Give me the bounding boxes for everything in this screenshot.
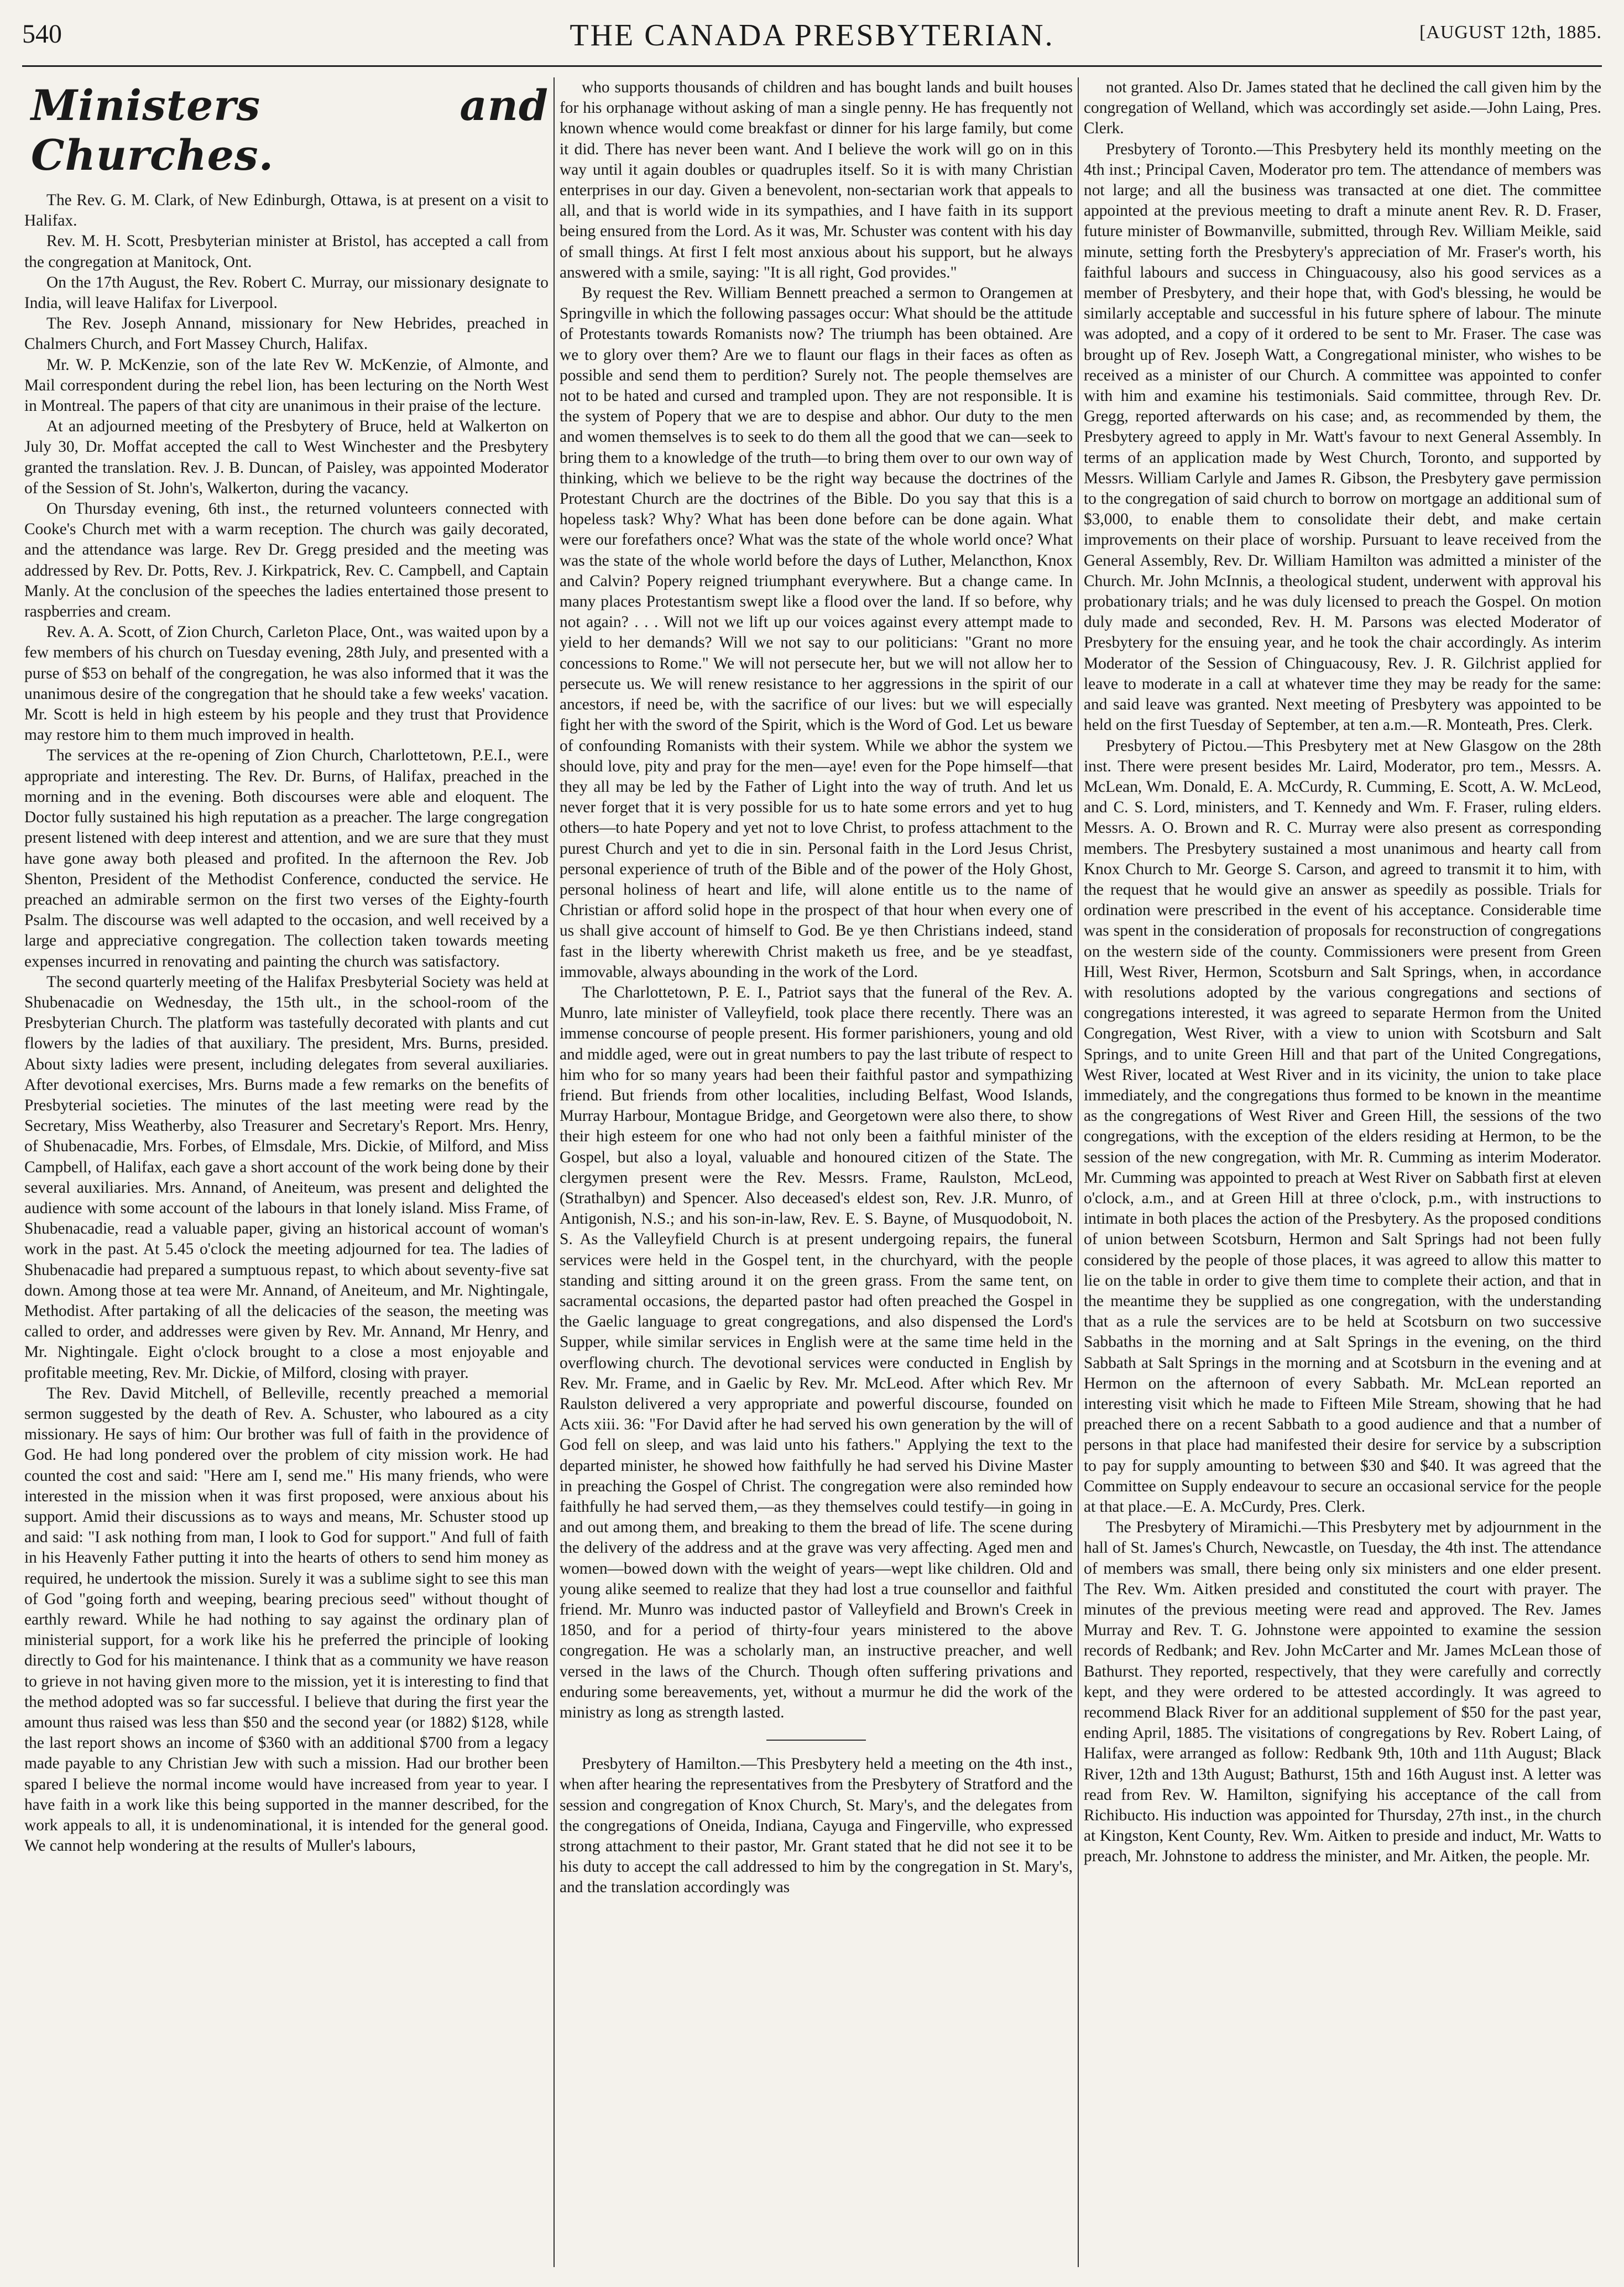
page-number: 540 (22, 19, 62, 49)
news-item: The Rev. Joseph Annand, missionary for New Hebrides, preached in Chalmers Church, and Fort Massey Church, Halifax. (24, 315, 549, 353)
news-item: who supports thousands of children and has bought lands and built houses for his orphanage without asking of man a single penny. He has frequently not known whence would come breakfast or dinner for his large family, but come it did. There has never been want. And I believe the work will go on in this way until it again doubles or quadruples itself. So it is with many Christian enterprises in our day. Given a benevolent, non-sectarian work that appeals to all, and that is world wide in its sympathies, and I have faith in its support being ensured from the Lord. As it was, Mr. Schuster was content with his day of small things. At first I felt most anxious about his support, but he always answered with a smile, saying: "It is all right, God provides." (560, 79, 1073, 281)
column-rule (1078, 77, 1079, 2267)
separator-rule (766, 1740, 866, 1741)
news-item: On the 17th August, the Rev. Robert C. Murray, our missionary designate to India, will leave Halifax for Liverpool. (24, 273, 549, 312)
news-item: On Thursday evening, 6th inst., the returned volunteers connected with Cooke's Church met with a warm reception. The church was gaily decorated, and the attendance was large. Rev Dr. Gregg presided and the meeting was addressed by Rev. Dr. Potts, Rev. J. Kirkpatrick, Rev. C. Campbell, and Captain Manly. At the conclusion of the speeches the ladies entertained those present to raspberries and cream. (24, 500, 549, 621)
news-item: The second quarterly meeting of the Halifax Presbyterial Society was held at Shubenacadie on Wednesday, the 15th ult., in the school-room of the Presbyterian Church. The platform was tastefully decorated with plants and cut flowers by the ladies of that auxiliary. The president, Mrs. Burns, presided. About sixty ladies were present, including delegates from several auxiliaries. After devotional exercises, Mrs. Burns made a few remarks on the benefits of Presbyterial societies. The minutes of the last meeting were read by the Secretary, Miss Weatherby, also Treasurer and Secretary's Report. Mrs. Henry, of Shubenacadie, Mrs. Forbes, of Elmsdale, Mrs. Dickie, of Milford, and Miss Campbell, of Halifax, each gave a short account of the work being done by their several auxiliaries. Mrs. Annand, of Aneiteum, was present and delighted the audience with some account of the labours in that lonely island. Miss Frame, of Shubenacadie, read a valuable paper, giving an historical account of woman's work in the past. At 5.45 o'clock the meeting adjourned for tea. The ladies of Shubenacadie had prepared a sumptuous repast, to which about seventy-five sat down. Among those at tea were Mr. Annand, of Aneiteum, and Mr. Nightingale, Methodist. After partaking of all the delicacies of the season, the meeting was called to order, and addresses were given by Rev. Mr. Annand, Mr Henry, and Mr. Nightingale. Eight o'clock brought to a close a most enjoyable and profitable meeting, Rev. Mr. Dickie, of Milford, closing with prayer. (24, 973, 549, 1382)
news-item: The Rev. David Mitchell, of Belleville, recently preached a memorial sermon suggested by the death of Rev. A. Schuster, who laboured as a city missionary. He says of him: Our brother was full of faith in the providence of God. He had long pondered over the problem of city mission work. He had counted the cost and said: "Here am I, send me." His many friends, who were interested in the mission when it was first proposed, were anxious about his support. Amid their discussions as to ways and means, Mr. Schuster stood up and said: "I ask nothing from man, I look to God for support." And full of faith in his Heavenly Father putting it into the hearts of others to send him money as required, he undertook the mission. Surely it was a sublime sight to see this man of God "going forth and weeping, bearing precious seed" without thought of earthly reward. While he had nothing to say against the ordinary plan of ministerial support, for a work like his he preferred the principle of looking directly to God for his maintenance. I think that as a community we have reason to grieve in not having given more to the mission, yet it is interesting to find that the method adopted was so far successful. I believe that during the first year the amount thus raised was less than $50 and the second year (or 1882) $128, while the last report shows an income of $360 with an additional $700 from a legacy made payable to any Christian Jew with such a mission. Had our brother been spared I believe the normal income would have increased from year to year. I have faith in a work like this being supported in the manner described, for the work appeals to all, it is undenominational, it is intended for the general good. We cannot help wondering at the results of Muller's labours, (24, 1384, 549, 1855)
news-item: not granted. Also Dr. James stated that he declined the call given him by the congregation of Welland, which was accordingly set aside.—John Laing, Pres. Clerk. (1084, 79, 1601, 138)
news-item: The Charlottetown, P. E. I., Patriot says that the funeral of the Rev. A. Munro, late minister of Valleyfield, took place there recently. There was an immense concourse of people present. His former parishioners, young and old and middle aged, were out in great numbers to pay the last tribute of respect to him who for so many years had been their faithful pastor and sympathizing friend. But friends from other localities, including Belfast, Wood Islands, Murray Harbour, Montague Bridge, and Georgetown were also there, to show their high esteem for one who had not only been a faithful minister of the Gospel, but also a loyal, valuable and honoured citizen of the State. The clergymen present were the Rev. Messrs. Frame, Raulston, McLeod, (Strathalbyn) and Spencer. Also deceased's eldest son, Rev. J.R. Munro, of Antigonish, N.S.; and his son-in-law, Rev. E. S. Bayne, of Musquodoboit, N. S. As the Valleyfield Church is at present undergoing repairs, the funeral services were held in the Gospel tent, in the churchyard, with the people standing and sitting around it on the green grass. From the same tent, on sacramental occasions, the departed pastor had often preached the Gospel in the Gaelic language to great congregations, and also dispensed the Lord's Supper, while similar services in English were at the same time held in the overflowing church. The devotional services were conducted in English by Rev. Mr. Frame, and in Gaelic by Rev. Mr. McLeod. After which Rev. Mr Raulston delivered a very appropriate and powerful discourse, founded on Acts xiii. 36: "For David after he had served his own generation by the will of God fell on sleep, and was laid unto his fathers." Applying the text to the departed minister, he showed how faithfully he had served his Divine Master in preaching the Gospel of Christ. The congregation were also reminded how faithfully he had served them,—as they themselves could testify—in going in and out among them, and breaking to them the bread of life. The scene during the delivery of the address and at the grave was very affecting. Aged men and women—bowed down with the weight of years—wept like children. Old and young alike seemed to realize that they had lost a true counsellor and faithful friend. Mr. Munro was inducted pastor of Valleyfield and Brown's Creek in 1850, and for a period of thirty-four years ministered to the above congregation. He was a scholarly man, an instructive preacher, and well versed in the laws of the Church. Though often suffering privations and enduring some bereavements, yet, without a murmur he did the work of the ministry as long as strength lasted. (560, 983, 1073, 1722)
journal-title: THE CANADA PRESBYTERIAN. (570, 18, 1054, 53)
column-1 (24, 77, 549, 2267)
news-item: Presbytery of Pictou.—This Presbytery met at New Glasgow on the 28th inst. There were present besides Mr. Laird, Moderator, pro tem., Messrs. A. McLean, Wm. Donald, E. A. McCurdy, R. Cumming, E. Scott, A. W. McLeod, and C. S. Lord, ministers, and T. Kennedy and Wm. F. Fraser, ruling elders. Messrs. A. O. Brown and R. C. Murray were also present as corresponding members. The Presbytery sustained a most unanimous and hearty call from Knox Church to Mr. George S. Carson, and agreed to transmit it to him, with the request that he would give an answer as speedily as possible. Trials for ordination were prescribed in the event of his acceptance. Considerable time was spent in the consideration of proposals for reconstruction of congregations on the western side of the county. Commissioners were present from Green Hill, West River, Hermon, Scotsburn and Salt Springs, when, in accordance with resolutions adopted by the various congregations and sections of congregations interested, it was agreed to separate Hermon from the United Congregation, West River, with a view to union with Scotsburn and Salt Springs, and to unite Green Hill and that part of the United Congregations, West River, located at West River and in its vicinity, the union to take place immediately, and the congregations thus formed to be known in the meantime as the congregations of West River and Green Hill, the sessions of the two congregations, with the exception of the elders residing at Hermon, to be the session of the new congregation, with Mr. R. Cumming as interim Moderator. Mr. Cumming was appointed to preach at West River on Sabbath first at eleven o'clock, a.m., and at Green Hill at three o'clock, p.m., with instructions to intimate in both places the action of the Presbytery. As the proposed conditions of union between Scotsburn, Hermon and Salt Springs had not been fully considered by the people of those places, it was agreed to allow this matter to lie on the table in order to give them time to complete their action, and that in the meantime they be supplied as one congregation, with the understanding that as a rule the services are to be held at Scotsburn on two successive Sabbaths in the morning and at Salt Springs in the evening, on the third Sabbath at Salt Springs in the morning and at Scotsburn in the evening and at Hermon on the afternoon of every Sabbath. Mr. McLean reported an interesting visit which he made to Fifteen Mile Stream, showing that he had preached there on a recent Sabbath to a good audience and that a number of persons in that place had manifested their desire for service by a subscription to pay for supply amounting to between $30 and $40. It was agreed that the Committee on Supply endeavour to secure an occasional service for the people at that place.—E. A. McCurdy, Pres. Clerk. (1084, 737, 1601, 1516)
news-item: The Presbytery of Miramichi.—This Presbytery met by adjournment in the hall of St. James's Church, Newcastle, on Tuesday, the 4th inst. The attendance of members was small, there being only six ministers and one elder present. The Rev. Wm. Aitken presided and constituted the court with prayer. The minutes of the previous meeting were read and approved. The Rev. James Murray and Rev. T. G. Johnstone were appointed to examine the session records of Redbank; and Rev. John McCarter and Mr. James McLean those of Bathurst. They reported, respectively, that they were carefully and correctly kept, and they were ordered to be attested accordingly. It was agreed to recommend Black River for an additional supplement of $50 for the past year, ending April, 1885. The visitations of congregations by Rev. Robert Laing, of Halifax, were arranged as follow: Redbank 9th, 10th and 11th August; Black River, 12th and 13th August; Bathurst, 15th and 16th August inst. A letter was read from Rev. W. Hamilton, signifying his acceptance of the call from Richibucto. His induction was appointed for Thursday, 27th inst., in the church at Kingston, Kent County, Rev. Wm. Aitken to preside and induct, Mr. Watts to preach, Mr. Johnstone to address the minister, and Mr. Aitken, the people. Mr. (1084, 1518, 1601, 1866)
news-item: The Rev. G. M. Clark, of New Edinburgh, Ottawa, is at present on a visit to Halifax. (24, 191, 549, 230)
news-item: Rev. A. A. Scott, of Zion Church, Carleton Place, Ont., was waited upon by a few members of his church on Tuesday evening, 28th July, and presented with a purse of $53 on behalf of the congregation, he was also informed that it was the unanimous desire of the congregation that he should take a few weeks' vacation. Mr. Scott is held in high esteem by his people and they trust that Providence may restore him to them much improved in health. (24, 623, 549, 744)
news-item: At an adjourned meeting of the Presbytery of Bruce, held at Walkerton on July 30, Dr. Moffat accepted the call to West Winchester and the Presbytery granted the translation. Rev. J. B. Duncan, of Paisley, was appointed Moderator of the Session of St. John's, Walkerton, during the vacancy. (24, 417, 549, 497)
column-rule (553, 77, 555, 2267)
news-item: By request the Rev. William Bennett preached a sermon to Orangemen at Springville in which the following passages occur: What should be the attitude of Protestants towards Romanists now? The triumph has been obtained. Are we to glory over them? Are we to flaunt our flags in their faces as often as possible and send them to perdition? Surely not. The people themselves are not to be hated and cursed and trampled upon. They are not responsible. It is the system of Popery that we are to despise and abhor. Our duty to the men and women themselves is to seek to do them all the good that we can—seek to bring them to a knowledge of the truth—to bring them over to our own way of thinking, which we believe to be the right way because the doctrines of the Protestant Church are the doctrines of the Bible. Do you say that this is a hopeless task? Why? What has been done before can be done again. What were our forefathers once? What was the state of the whole world once? What was the state of the whole world before the days of Luther, Melancthon, Knox and Calvin? Popery reigned triumphant everywhere. But a change came. In many places Protestantism swept like a flood over the land. If so before, why not again? . . . Will not we lift up our voices against every attempt made to yield to her demands? Will we not say to our politicians: "Grant no more concessions to Rome." We will not persecute her, but we will not allow her to persecute us. We will renew resistance to her aggressions in the spirit of our ancestors, if need be, with the sacrifice of our lives: but we will especially fight her with the sword of the Spirit, which is the Word of God. Let us beware of confounding Romanists with their system. While we abhor the system we should love, pity and pray for the men—aye! even for the Pope himself—that they all may be led by the Father of Light into the way of truth. And let us never forget that it is very possible for us to hate some errors and yet to hug others—to hate Popery and yet not to love Christ, to profess attachment to the purest Church and yet to die in sin. Personal faith in the Lord Jesus Christ, personal experience of truth of the Bible and of the power of the Holy Ghost, personal holiness of heart and life, will alone entitle us to the name of Christian or afford solid hope in the prospect of that hour when every one of us shall give account of himself to God. Be ye then Christians indeed, stand fast in the liberty wherewith Christ maketh us free, and be ye steadfast, immovable, always abounding in the work of the Lord. (560, 284, 1073, 981)
section-heading: Ministers and Churches. (31, 81, 549, 180)
issue-date: [AUGUST 12th, 1885. (1419, 22, 1602, 43)
news-item: Rev. M. H. Scott, Presbyterian minister at Bristol, has accepted a call from the congregation at Manitock, Ont. (24, 232, 549, 271)
header-rule (22, 65, 1602, 67)
news-item: The services at the re-opening of Zion Church, Charlottetown, P.E.I., were appropriate and interesting. The Rev. Dr. Burns, of Halifax, preached in the morning and in the evening. Both discourses were able and eloquent. The Doctor fully sustained his high reputation as a preacher. The large congregation present listened with deep interest and attention, and we are sure that they must have gone away both pleased and profited. In the afternoon the Rev. Job Shenton, President of the Methodist Conference, conducted the service. He preached an admirable sermon on the first two verses of the Eighty-fourth Psalm. The discourse was well adapted to the occasion, and well received by a large and appreciative congregation. The collection taken towards meeting expenses incurred in renovating and painting the church was satisfactory. (24, 746, 549, 970)
news-item: Mr. W. P. McKenzie, son of the late Rev W. McKenzie, of Almonte, and Mail correspondent during the rebel lion, has been lecturing on the North West in Montreal. The papers of that city are unanimous in their praise of the lecture. (24, 356, 549, 415)
news-item: Presbytery of Hamilton.—This Presbytery held a meeting on the 4th inst., when after hearing the representatives from the Presbytery of Stratford and the session and congregation of Knox Church, St. Mary's, and the delegates from the congregations of Oneida, Indiana, Cayuga and Fingerville, who expressed strong attachment to their pastor, Mr. Grant stated that he did not see it to be his duty to accept the call addressed to him by the congregation in St. Mary's, and the translation accordingly was (560, 1755, 1073, 1897)
page-header (22, 14, 1602, 59)
column-3 (1084, 77, 1601, 2267)
news-item: Presbytery of Toronto.—This Presbytery held its monthly meeting on the 4th inst.; Principal Caven, Moderator pro tem. The attendance of members was not large; and all the business was transacted at one diet. The committee appointed at the previous meeting to draft a minute anent Rev. R. D. Fraser, future minister of Bowmanville, submitted, through Rev. William Meikle, said minute, setting forth the Presbytery's appreciation of Mr. Fraser's worth, his faithful labours and success in Chinguacousy, also his good services as a member of Presbytery, and their hope that, with God's blessing, he would be similarly acceptable and successful in his future sphere of labour. The minute was adopted, and a copy of it ordered to be sent to Mr. Fraser. The case was brought up of Rev. Joseph Watt, a Congregational minister, who wishes to be received as a minister of our Church. A committee was appointed to confer with him and examine his testimonials. Said committee, through Rev. Dr. Gregg, reported afterwards on his case; and, as recommended by them, the Presbytery agreed to apply in Mr. Watt's favour to next General Assembly. In terms of an application made by West Church, Toronto, and supported by Messrs. William Carlyle and James R. Gibson, the Presbytery gave permission to the congregation of said church to borrow on mortgage an additional sum of $3,000, to enable them to consolidate their debt, and make certain improvements on their place of worship. Pursuant to leave received from the General Assembly, Rev. Dr. William Hamilton was admitted a minister of the Church. Mr. John McInnis, a theological student, underwent with approval his probationary trials; and he was duly licensed to preach the Gospel. On motion duly made and seconded, Rev. H. M. Parsons was elected Moderator of Presbytery for the ensuing year, and he took the chair accordingly. As interim Moderator of the Session of Chinguacousy, Rev. J. R. Gilchrist applied for leave to moderate in a call at whatever time they may be ready for the same: and said leave was granted. Next meeting of Presbytery was appointed to be held on the first Tuesday of September, at ten a.m.—R. Monteath, Pres. Clerk. (1084, 140, 1601, 734)
column-2 (560, 77, 1073, 2267)
